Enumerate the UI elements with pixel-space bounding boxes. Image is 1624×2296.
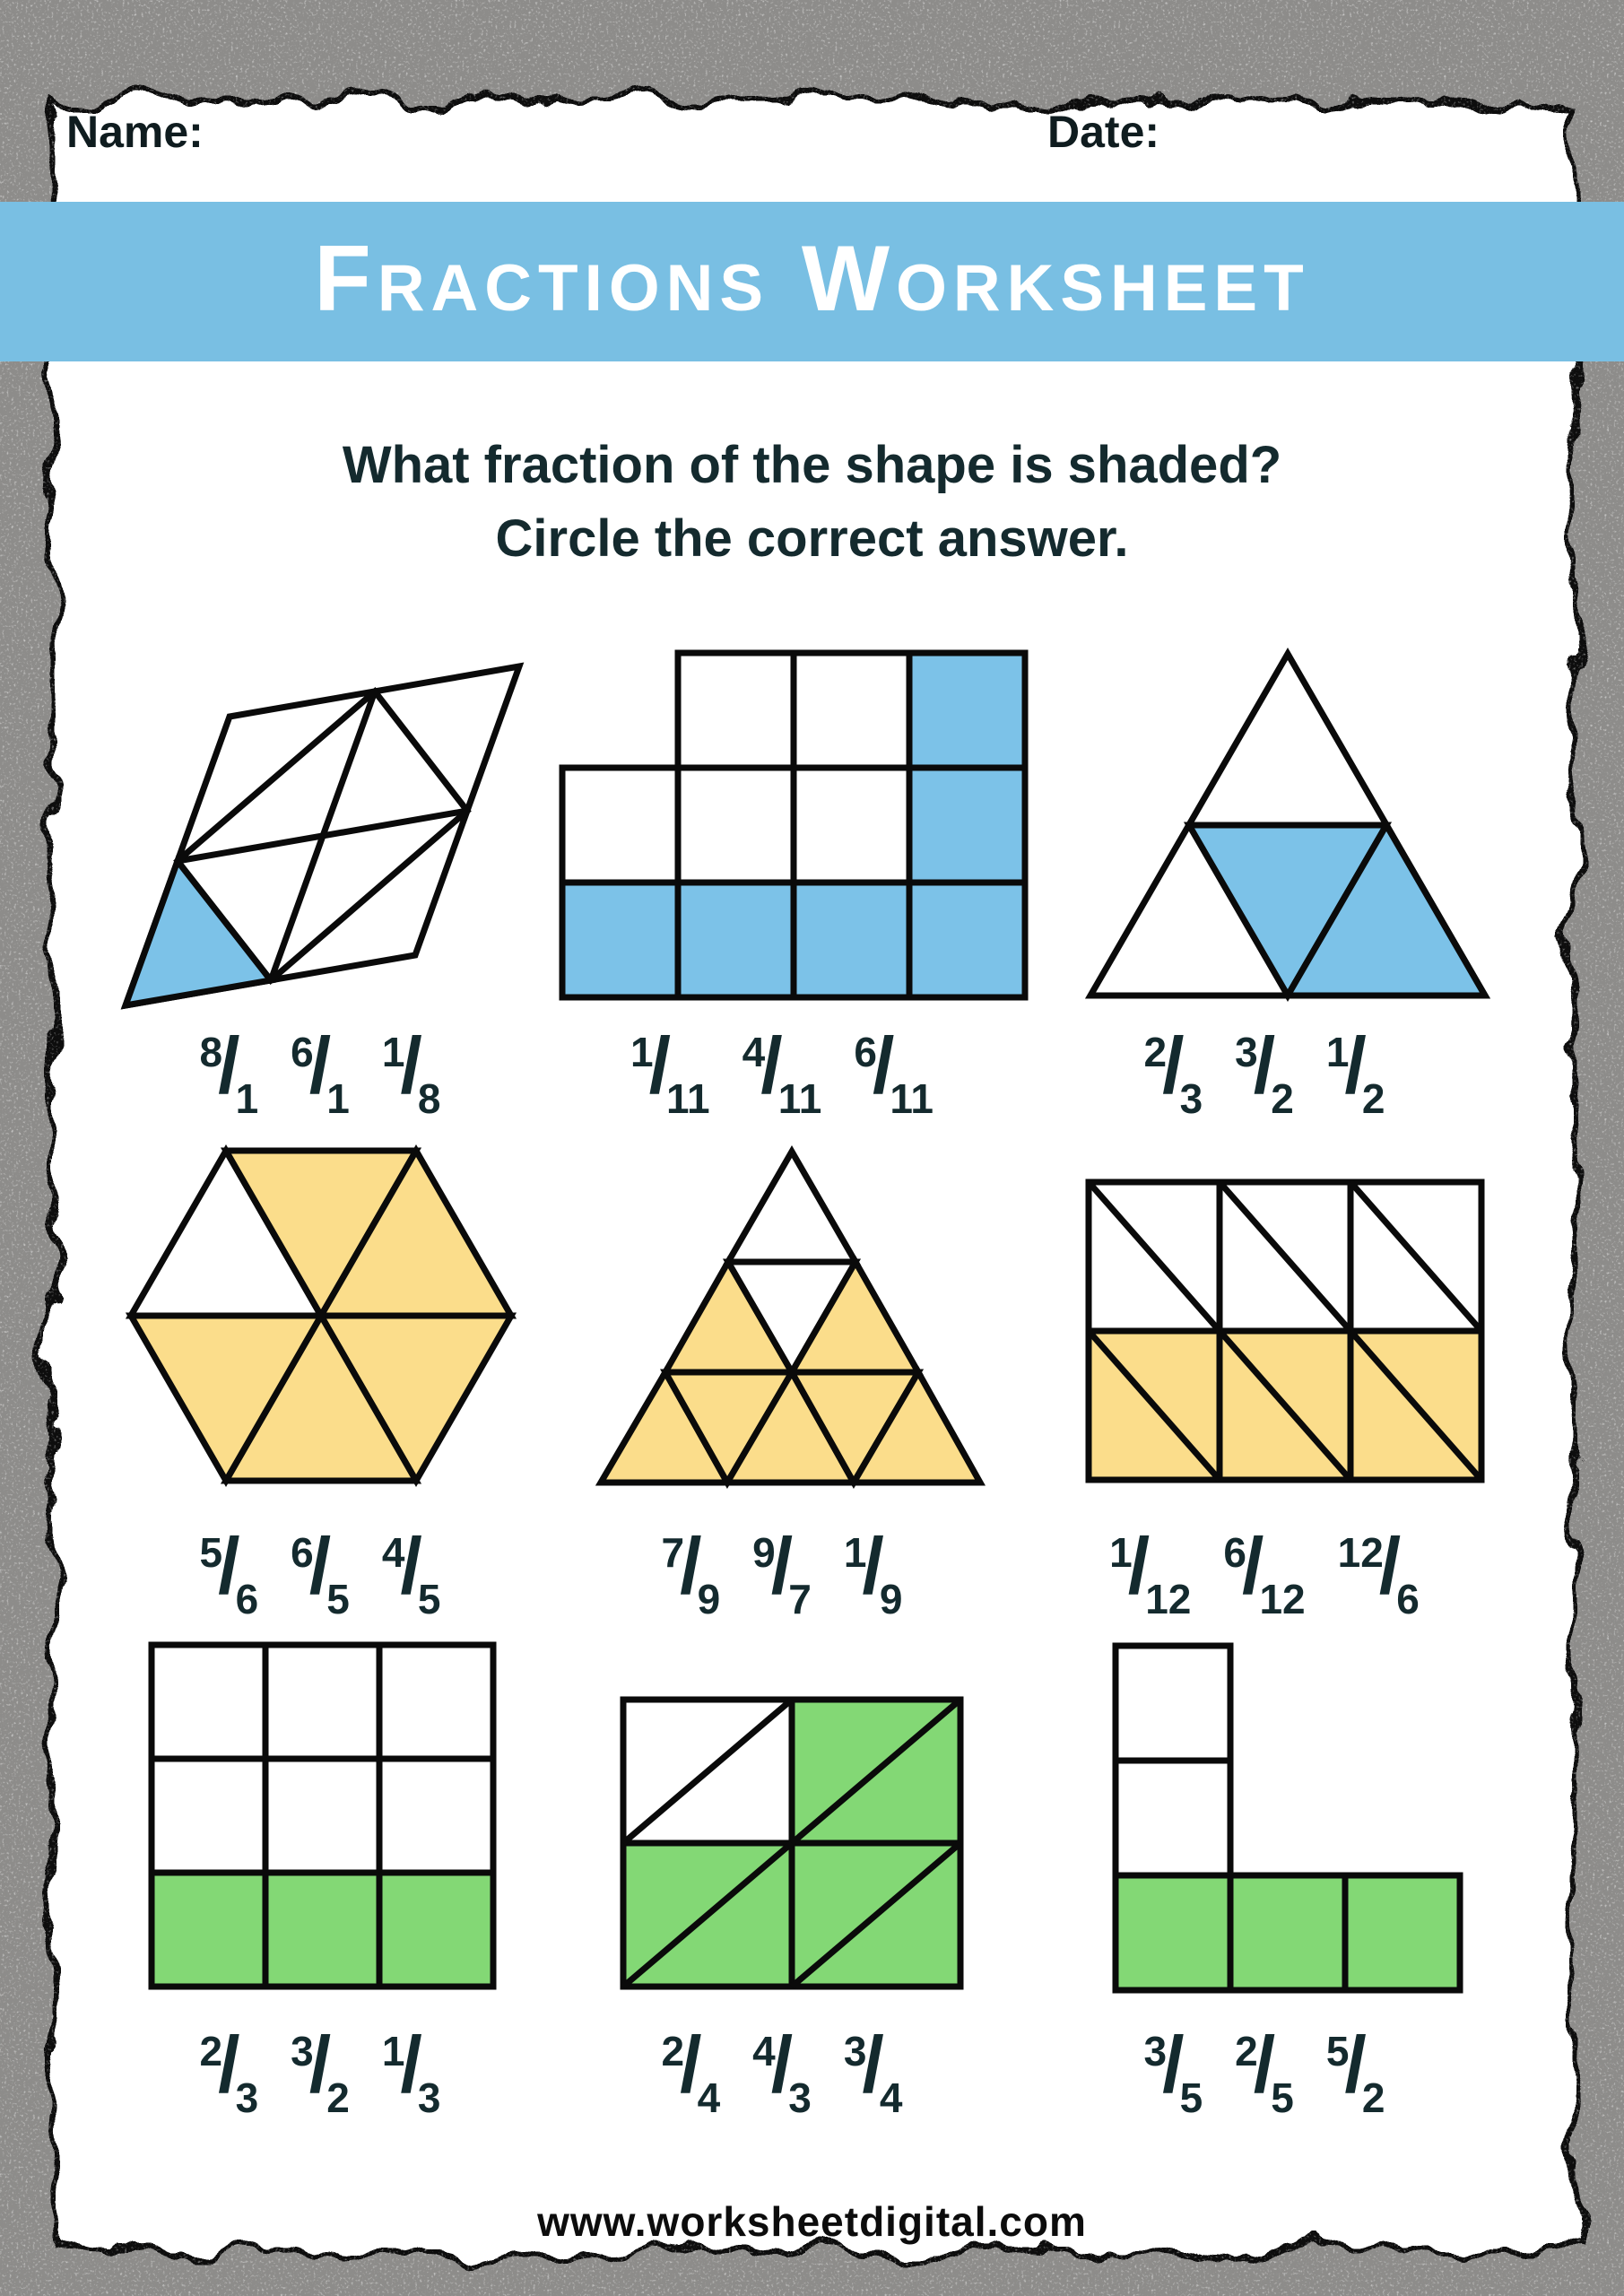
instruction-line-1: What fraction of the shape is shaded? xyxy=(342,436,1282,494)
fraction-option[interactable]: 9 / 7 xyxy=(752,1521,812,1622)
fraction-option[interactable]: 12 / 6 xyxy=(1337,1521,1420,1622)
options-problem-4 xyxy=(199,1521,441,1622)
shape-parallelogram-eighths xyxy=(126,666,519,1005)
fraction-option[interactable]: 6 / 5 xyxy=(291,1521,350,1622)
date-label: Date: xyxy=(1047,107,1160,157)
shape-triangle-ninths xyxy=(601,1152,980,1483)
options-problem-9 xyxy=(1143,2020,1385,2121)
fraction-option[interactable]: 4 / 11 xyxy=(742,1021,822,1122)
fraction-option[interactable]: 3 / 2 xyxy=(291,2020,350,2121)
shape-rect-grid-12-triangles xyxy=(1089,1182,1481,1480)
options-problem-2 xyxy=(630,1021,934,1122)
options-problem-8 xyxy=(661,2020,903,2121)
name-label: Name: xyxy=(66,107,204,157)
fraction-option[interactable]: 2 / 4 xyxy=(661,2020,721,2121)
fraction-option[interactable]: 6 / 12 xyxy=(1223,1521,1306,1622)
shape-hexagon-sixths xyxy=(131,1151,511,1481)
fraction-option[interactable]: 4 / 5 xyxy=(381,1521,441,1622)
fraction-option[interactable]: 5 / 2 xyxy=(1325,2020,1385,2121)
fraction-option[interactable]: 4 / 3 xyxy=(752,2020,812,2121)
shape-square-grid-11 xyxy=(562,653,1025,997)
fraction-option[interactable]: 1 / 9 xyxy=(843,1521,903,1622)
fraction-option[interactable]: 6 / 11 xyxy=(854,1021,934,1122)
fraction-option[interactable]: 2 / 5 xyxy=(1235,2020,1294,2121)
fraction-option[interactable]: 1 / 2 xyxy=(1325,1021,1385,1122)
options-problem-6 xyxy=(1109,1521,1420,1622)
fraction-option[interactable]: 6 / 1 xyxy=(291,1021,350,1122)
shape-l-shape-fifths xyxy=(1116,1646,1460,1990)
fraction-option[interactable]: 1 / 12 xyxy=(1109,1521,1192,1622)
worksheet-title: Fractions Worksheet xyxy=(314,227,1310,331)
shape-square-grid-4-diagonals xyxy=(623,1700,960,1987)
footer-url[interactable]: www.worksheetdigital.com xyxy=(537,2198,1087,2245)
options-problem-1 xyxy=(199,1021,441,1122)
shape-square-grid-9 xyxy=(152,1645,493,1987)
fraction-option[interactable]: 3 / 5 xyxy=(1143,2020,1203,2121)
fraction-option[interactable]: 2 / 3 xyxy=(1143,1021,1203,1122)
fraction-option[interactable]: 1 / 3 xyxy=(381,2020,441,2121)
fraction-option[interactable]: 1 / 8 xyxy=(381,1021,441,1122)
fraction-option[interactable]: 2 / 3 xyxy=(199,2020,259,2121)
fraction-option[interactable]: 5 / 6 xyxy=(199,1521,259,1622)
fraction-option[interactable]: 7 / 9 xyxy=(661,1521,721,1622)
options-problem-7 xyxy=(199,2020,441,2121)
fraction-option[interactable]: 1 / 11 xyxy=(630,1021,710,1122)
fraction-option[interactable]: 3 / 2 xyxy=(1235,1021,1294,1122)
fraction-option[interactable]: 3 / 4 xyxy=(843,2020,903,2121)
options-problem-3 xyxy=(1143,1021,1385,1122)
shape-triangle-quarters xyxy=(1090,654,1485,996)
options-problem-5 xyxy=(661,1521,903,1622)
instruction-line-2: Circle the correct answer. xyxy=(495,509,1129,568)
fraction-option[interactable]: 8 / 1 xyxy=(199,1021,259,1122)
